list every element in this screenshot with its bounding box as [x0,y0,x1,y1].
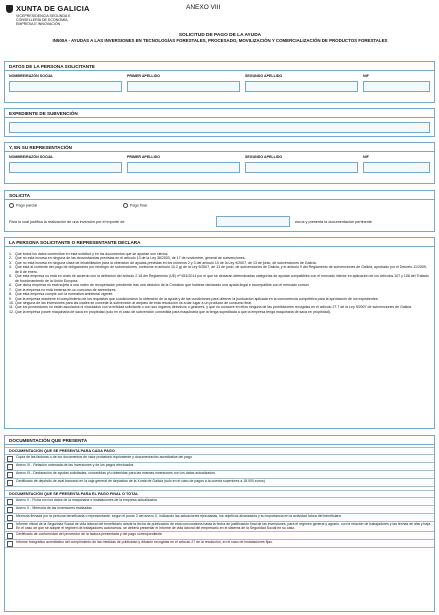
coat-of-arms-icon [6,5,13,13]
declaration-text: Que esta empresa no está en crisis de acuerdo con la definición del artículo 2.18 del Reglamento (UE) nº 651/2014 por el que se declaran determinadas categorías de ayudas compatibles con el mercado interior en aplicación de los artículos 107 y 108 del Tratado de funcionamiento de la Unión Europea. [15,274,429,283]
representative-section [4,142,435,184]
document-row[interactable] [5,532,434,540]
xunta-logo [6,4,126,27]
applicant-surname2-field[interactable] [245,81,358,92]
surname2-label: SEGUNDO APELLIDO [245,155,283,159]
section-title: LA PERSONA SOLICITANTE O REPRESENTANTE DECLARA [9,240,141,245]
logo-department: VICEPRESIDENCIA SEGUNDA E CONSELLERÍA DE ECONOMÍA, EMPRESA E INNOVACIÓN [16,14,71,27]
applicant-nif-field[interactable] [363,81,430,92]
document-label: Anexo X - Memoria de las inversiones realizadas [16,506,92,510]
declaration-number: 10. [9,300,14,305]
file-number-field[interactable] [9,122,430,133]
rep-name-field[interactable] [9,162,122,173]
document-checkbox[interactable] [7,515,13,521]
declaration-section [4,237,435,429]
surname1-label: PRIMER APELLIDO [127,74,161,78]
document-row[interactable] [5,514,434,522]
declaration-number: 5. [9,274,12,279]
document-checkbox[interactable] [7,464,13,470]
rep-nif-field[interactable] [363,162,430,173]
section-title: SOLICITA [9,193,31,198]
section-title: Y, EN SU REPRESENTACIÓN [9,145,72,150]
document-row[interactable] [5,479,434,487]
rep-surname1-field[interactable] [127,162,240,173]
document-checkbox[interactable] [7,541,13,547]
file-section [4,108,435,137]
section-title: EXPEDIENTE DE SUBVENCIÓN [9,111,78,116]
declaration-number: 7. [9,287,12,292]
surname1-label: PRIMER APELLIDO [127,155,161,159]
declaration-text: Que la empresa posee maquinaria de saca en propiedad (solo en el caso de subvención concedida para maquinaria que la tenga supeditada a que la empresa tenga maquinaria de saca en propiedad). [15,309,331,314]
amount-field[interactable] [216,216,290,227]
declaration-text: Que la empresa no está inmersa en un concurso de acreedores. [15,287,117,292]
document-checkbox[interactable] [7,472,13,478]
document-checkbox[interactable] [7,533,13,539]
amount-text-before: Para lo cual justifica la realización de una inversión por el importe de [9,220,125,224]
document-label: Anexo V - Ficha con los datos de la maquinaria e instalaciones de la empresa actualizados [16,498,158,502]
surname2-label: SEGUNDO APELLIDO [245,74,283,78]
partial-docs-heading: DOCUMENTACIÓN QUE SE PRESENTA PARA CADA PAGO [5,447,434,455]
document-row[interactable] [5,540,434,548]
document-row[interactable] [5,463,434,471]
document-label: Copia de las facturas o de los documentos de valor probatorio equivalente y documentación acreditativa del pago [16,455,192,459]
declaration-item [9,274,430,283]
declaration-number: 4. [9,265,12,270]
document-label: Informe oficial de la Seguridad Social de vida laboral del beneficiario desde la fecha de publicación de esta convocatoria hasta la fecha de justificación final de las inversiones, para el régimen general y agrario, con la relación de trabajadores y las fechas de alta y baja. En el caso de que se adopte el régimen de trabajadores autónomos, se deberá presentar el informe de vida laboral del empresario en el sistema de la Seguridad Social en su caso. [16,522,431,531]
form-title: SOLICITUD DE PAGO DE LA AYUDA IN500A - AYUDAS A LAS INVERSIONES EN TECNOLOGÍAS FORESTALES, PROCESADO, MOVILIZACIÓN Y COMERCIALIZACIÓN DE PRODUCTOS FORESTALES [52,33,388,44]
declaration-text: Que los proveedores no están asociados ni vinculados con la entidad solicitante o con sus órganos directivos o gestores, y que no concurre en ellos ninguna de las prohibiciones recogidas en el artículo 27.7 de la Ley 9/2007 de subvenciones de Galicia. [15,305,412,310]
declaration-text: Que todos los datos contenidos en esta solicitud y en los documentos que se aportan son ciertos. [15,252,169,256]
logo-title: XUNTA DE GALICIA [16,4,90,13]
section-title: DATOS DE LA PERSONA SOLICITANTE [9,64,95,69]
declaration-number: 9. [9,296,12,301]
applicant-surname1-field[interactable] [127,81,240,92]
name-label: NOMBRE/RAZÓN SOCIAL [9,74,54,78]
declaration-text: Que dicha empresa no está sujeta a una orden de recuperación pendiente tras una decisión de la Comisión que hubiese declarado una ayuda ilegal e incompatible con el mercado común. [15,283,310,288]
declaration-text: Que ninguna de las inversiones para las cuales se concede la subvención al amparo de esta resolución va a dar lugar a un producto de consumo final. [15,300,253,305]
declaration-text: Que está al corriente del pago de obligaciones por reintegro de subvenciones, conforme el artículo 10.2 g) de la Ley 9/2007, de 13 de junio, de subvenciones de Galicia, y el artículo 9 del Reglamento de subvenciones de Galicia, aprobado por el Decreto 11/2009, de 8 de enero. [15,265,427,274]
document-row[interactable] [5,522,434,532]
declaration-text: Que esta empresa cumple con la normativa ambiental vigente. [15,292,114,297]
declaration-text: Que no está incursa en ninguna clase de inhabilitación para la obtención de ayudas previstas en los números 2 y 3 del artículo 10 de la Ley 9/2007, de 13 de junio, de subvenciones de Galicia. [15,260,317,265]
document-label: Anexo XI - Relación ordenada de las inversiones y de los pagos efectuados [16,463,134,467]
documents-section [4,435,435,612]
declaration-number: 6. [9,283,12,288]
nif-label: NIF [363,74,369,78]
declaration-item [9,310,430,314]
document-label: Certificado de conformidad del proveedor de la factura presentada y del pago correspondiente [16,531,163,536]
document-checkbox[interactable] [7,507,13,513]
declaration-list [5,252,434,314]
document-row[interactable] [5,506,434,514]
section-title: DOCUMENTACIÓN QUE PRESENTA [9,438,88,443]
document-label: Anexo IX - Declaración de ayudas solicitadas, concedidas y/u obtenidas para las mismas inversiones con los datos actualizados [16,471,215,475]
document-row[interactable] [5,455,434,463]
declaration-number: 2. [9,256,12,261]
declaration-number: 3. [9,260,12,265]
radio-final[interactable] [123,203,128,208]
final-docs-list [5,498,434,548]
document-checkbox[interactable] [7,523,13,529]
document-row[interactable] [5,471,434,479]
amount-text-after: euros y presenta la documentación pertinente [295,220,373,224]
name-label: NOMBRE/RAZÓN SOCIAL [9,155,54,159]
final-docs-heading: DOCUMENTACIÓN QUE SE PRESENTA PARA EL PAGO FINAL O TOTAL [5,490,434,498]
radio-partial[interactable] [9,203,14,208]
document-label: Certificado de depósito de aval bancario en la caja general de depósitos de la Xunta de Galicia (solo en el caso de pagos a la cuenta superiores a 18.000 euros) [16,479,265,483]
document-label: Informe fotográfico acreditativo del cumplimiento de las medidas de publicidad y difusión recogidas en el artículo 27 de la resolución, en el caso de instalaciones fijas. [16,539,273,544]
declaration-number: 11. [9,305,14,310]
declaration-number: 12. [9,309,14,314]
declaration-text: Que no está incursa en ninguna de las circunstancias previstas en el artículo 13 de la Ley 38/2003, de 17 de noviembre, general de subvenciones. [15,256,246,261]
declaration-item [9,265,430,274]
applicant-name-field[interactable] [9,81,122,92]
nif-label: NIF [363,155,369,159]
partial-docs-list [5,455,434,487]
applicant-section [4,61,435,103]
document-label: Memoria firmada por la persona beneficiaria o representante, según el punto 2 del anexo X, indicando las actuaciones ejecutadas, los objetivos alcanzados y su importancia en la actividad futura del beneficiario [16,514,342,518]
document-checkbox[interactable] [7,456,13,462]
document-row[interactable] [5,498,434,506]
declaration-number: 1. [9,252,12,256]
rep-surname2-field[interactable] [245,162,358,173]
partial-payment-option[interactable]: Pago parcial [9,203,37,208]
final-payment-option[interactable]: Pago final [123,203,147,208]
declaration-text: Que la empresa mantiene el cumplimiento de los requisitos que condicionaron la obtención de la ayuda y de las condiciones para obtener la puntuación aplicada en la concurrencia competitiva para la aprobación de los expedientes. [15,296,379,301]
document-checkbox[interactable] [7,499,13,505]
request-section [4,190,435,232]
declaration-number: 8. [9,292,12,297]
document-checkbox[interactable] [7,480,13,486]
annex-label: ANEXO VIII [186,4,221,11]
